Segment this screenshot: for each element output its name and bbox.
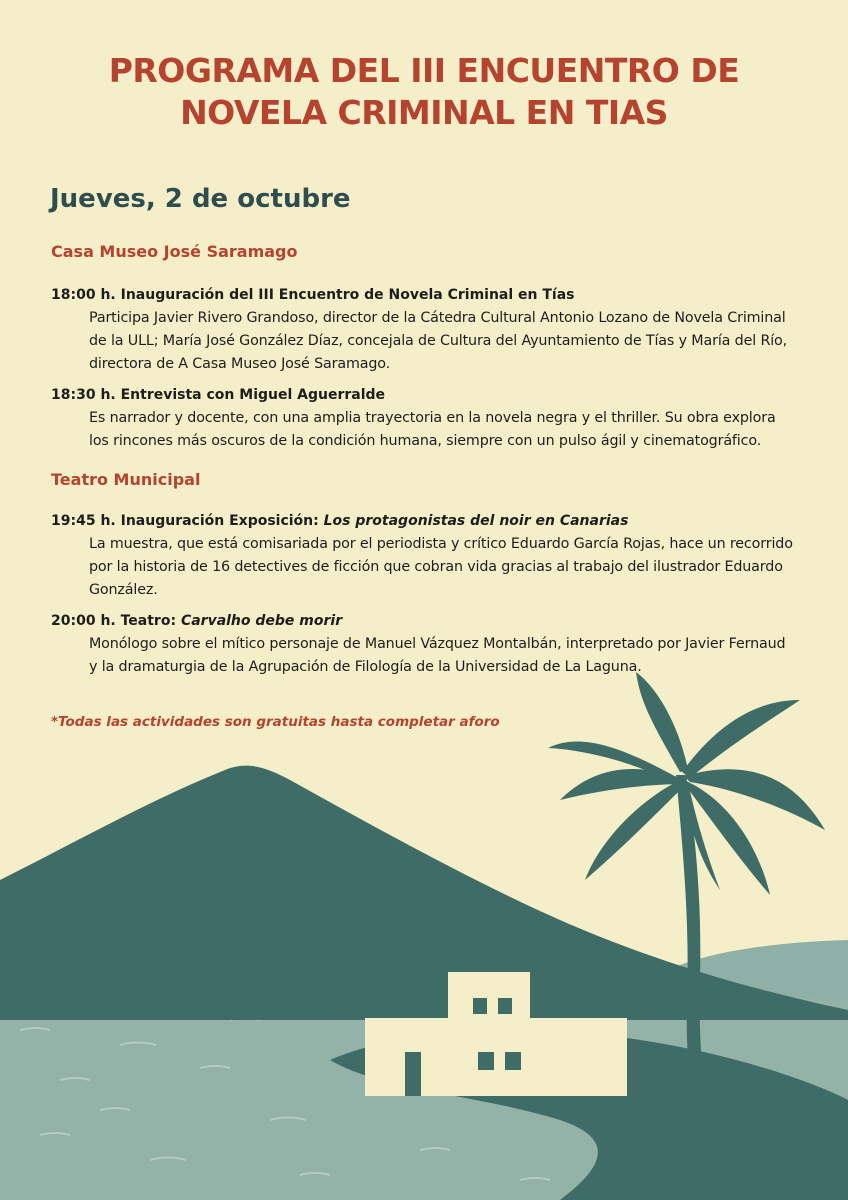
event-time: 19:45 h. — [51, 513, 116, 529]
volcano — [0, 766, 848, 1020]
event-title: Entrevista con Miguel Aguerralde — [120, 387, 386, 403]
event-heading — [51, 510, 796, 533]
event-heading — [51, 610, 796, 633]
title-line-2: NOVELA CRIMINAL EN TIAS — [180, 93, 668, 132]
event-title: Inauguración Exposición: — [120, 513, 319, 529]
event-exposicion — [51, 510, 796, 602]
event-title: Teatro: — [120, 613, 177, 629]
event-heading — [51, 384, 796, 407]
event-time: 18:30 h. — [51, 387, 116, 403]
event-teatro — [51, 610, 796, 679]
event-time: 18:00 h. — [51, 287, 116, 303]
venue-casa-museo: Casa Museo José Saramago — [51, 242, 298, 261]
venue-teatro-municipal: Teatro Municipal — [51, 470, 201, 489]
day-heading: Jueves, 2 de octubre — [50, 184, 351, 214]
event-title-italic: Los protagonistas del noir en Canarias — [323, 513, 629, 529]
event-description: Monólogo sobre el mítico personaje de Manuel Vázquez Montalbán, interpretado por Javier Fernaud y la dramaturgia de la Agrupación de Filología de la Universidad de La Laguna. — [89, 636, 786, 675]
event-inauguracion — [51, 284, 796, 376]
event-heading — [51, 284, 796, 307]
event-description: La muestra, que está comisariada por el periodista y crítico Eduardo García Rojas, hace un recorrido por la historia de 16 detectives de ficción que cobran vida gracias al trabajo del ilustrador Eduardo González. — [89, 536, 793, 598]
event-title-italic: Carvalho debe morir — [180, 613, 343, 629]
event-description: Participa Javier Rivero Grandoso, director de la Cátedra Cultural Antonio Lozano de Novela Criminal de la ULL; María José González Díaz, concejala de Cultura del Ayuntamiento de Tías y María del Río, directora de A Casa Museo José Saramago. — [89, 310, 788, 372]
event-time: 20:00 h. — [51, 613, 116, 629]
free-entry-note: *Todas las actividades son gratuitas hasta completar aforo — [51, 714, 500, 730]
title-line-1: PROGRAMA DEL III ENCUENTRO DE — [108, 51, 740, 90]
page-title — [40, 50, 808, 134]
event-entrevista — [51, 384, 796, 453]
event-description: Es narrador y docente, con una amplia trayectoria en la novela negra y el thriller. Su obra explora los rincones más oscuros de la condición humana, siempre con un pulso ágil y cinematográfico. — [89, 410, 776, 449]
event-title: Inauguración del III Encuentro de Novela Criminal en Tías — [120, 287, 575, 303]
